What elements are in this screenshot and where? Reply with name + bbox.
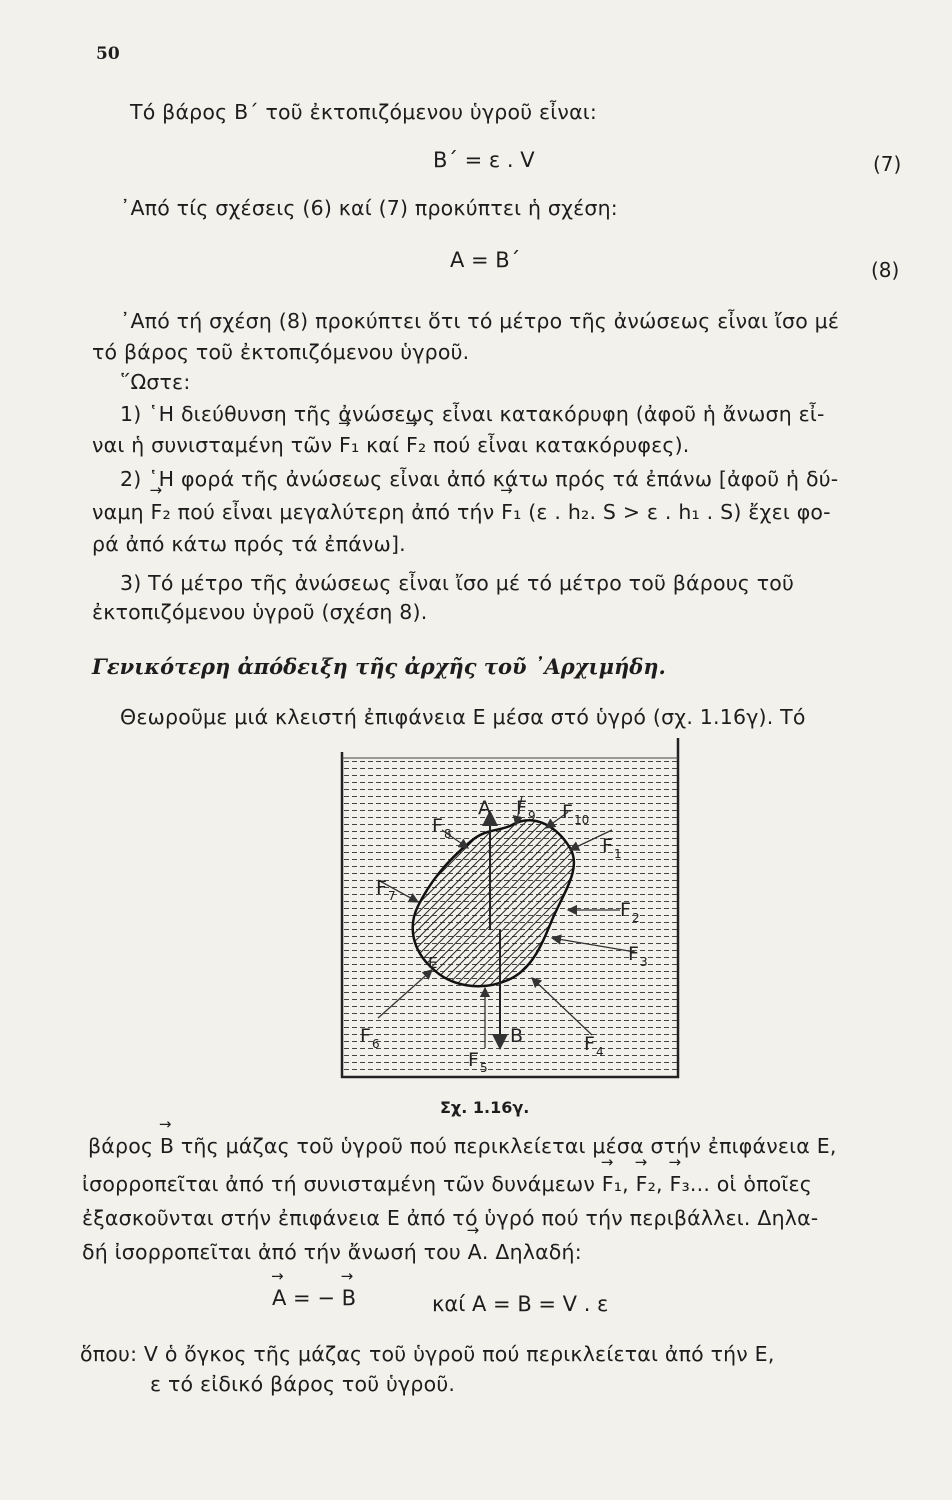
equation-7: Β΄ = ε . V — [433, 148, 535, 172]
label-F1: F — [602, 835, 613, 857]
equation-number-7: (7) — [873, 152, 902, 176]
label-F7-sub: 7 — [388, 889, 396, 903]
label-E: Ε — [428, 954, 438, 972]
text-line: ᾿Από τή σχέση (8) προκύπτει ὅτι τό μέτρο τῆς ἀνώσεως εἶναι ἴσο μέ — [120, 309, 840, 333]
label-F8: F — [432, 815, 443, 837]
vector-F1: → F₁ — [339, 433, 359, 457]
equation-8: Α = Β΄ — [450, 248, 521, 272]
text-line: βάρος → Β τῆς μάζας τοῦ ὑγροῦ πού περικλείεται μέσα στήν ἐπιφάνεια Ε, — [88, 1134, 837, 1158]
page-number: 50 — [96, 44, 120, 64]
text-line: ῞Ωστε: — [120, 370, 191, 394]
vector-F2: → F₂ — [636, 1172, 656, 1196]
label-F1-sub: 1 — [614, 847, 622, 861]
label-F8-sub: 8 — [444, 827, 452, 841]
final-equation: → Α = − → Β — [272, 1286, 356, 1310]
vector-B: → Β — [342, 1286, 356, 1310]
section-heading: Γενικότερη ἀπόδειξη τῆς ἀρχῆς τοῦ ᾿Αρχιμήδη. — [92, 654, 666, 679]
text-line: ἰσορροπεῖται ἀπό τή συνισταμένη τῶν δυνάμεων → F₁, → F₂, → F₃... οἱ ὁποῖες — [82, 1172, 812, 1196]
label-F3: F — [628, 943, 639, 965]
text-line: 2) ῾Η φορά τῆς ἀνώσεως εἶναι ἀπό κάτω πρός τά ἐπάνω [ἀφοῦ ἡ δύ- — [120, 467, 839, 491]
text-line: Τό βάρος Β΄ τοῦ ἐκτοπιζόμενου ὑγροῦ εἶναι: — [130, 100, 598, 124]
label-F2-sub: 2 — [632, 911, 640, 925]
text-line: Θεωροῦμε μιά κλειστή ἐπιφάνεια Ε μέσα στό ὑγρό (σχ. 1.16γ). Τό — [120, 705, 806, 729]
label-F4-sub: 4 — [596, 1045, 604, 1059]
text-line: ναι ἡ συνισταμένη τῶν → F₁ καί → F₂ πού εἶναι κατακόρυφες). — [92, 433, 690, 457]
text-line: ἐξασκοῦνται στήν ἐπιφάνεια Ε ἀπό τό ὑγρό πού τήν περιβάλλει. Δηλα- — [82, 1206, 819, 1230]
label-B: Β — [510, 1025, 524, 1047]
vector-F1: → F₁ — [501, 500, 521, 524]
label-F10: F — [562, 801, 573, 823]
label-F5-sub: 5 — [480, 1061, 488, 1075]
figure-archimedes — [320, 730, 700, 1090]
vector-F1: → F₁ — [602, 1172, 622, 1196]
label-A: Α — [478, 797, 491, 819]
label-F2: F — [620, 899, 631, 921]
label-F6-sub: 6 — [372, 1037, 380, 1051]
vector-A: → Α — [272, 1286, 286, 1310]
vector-B: → Β — [160, 1134, 174, 1158]
final-equation-scalar: καί Α = Β = V . ε — [432, 1292, 609, 1316]
text-line: ε τό εἰδικό βάρος τοῦ ὑγροῦ. — [150, 1372, 456, 1396]
label-F10-sub: 10 — [574, 813, 590, 827]
text-line: 1) ῾Η διεύθυνση τῆς ἀνώσεως εἶναι κατακόρυφη (ἀφοῦ ἡ ἄνωση εἶ- — [120, 402, 825, 426]
equation-number-8: (8) — [871, 258, 900, 282]
text-line: ρά ἀπό κάτω πρός τά ἐπάνω]. — [92, 532, 406, 556]
vector-F2: → F₂ — [406, 433, 426, 457]
text-line: ναμη → F₂ πού εἶναι μεγαλύτερη ἀπό τήν → F₁ (ε . h₂. S > ε . h₁ . S) ἔχει φο- — [92, 500, 831, 524]
vector-F2: → F₂ — [151, 500, 171, 524]
figure-caption: Σχ. 1.16γ. — [440, 1098, 530, 1117]
vector-A: → Α — [468, 1240, 482, 1264]
text-line: δή ἰσορροπεῖται ἀπό τήν ἄνωσή του → Α. Δηλαδή: — [82, 1240, 582, 1264]
vector-F3: → F₃ — [669, 1172, 689, 1196]
label-F9: F — [516, 797, 527, 819]
label-F3-sub: 3 — [640, 955, 648, 969]
text-line: 3) Τό μέτρο τῆς ἀνώσεως εἶναι ἴσο μέ τό μέτρο τοῦ βάρους τοῦ — [120, 571, 795, 595]
text-line: ᾿Από τίς σχέσεις (6) καί (7) προκύπτει ἡ σχέση: — [120, 196, 618, 220]
text-line: ἐκτοπιζόμενου ὑγροῦ (σχέση 8). — [92, 600, 428, 624]
label-F9-sub: 9 — [528, 809, 536, 823]
label-F6: F — [360, 1025, 371, 1047]
text-line: ὅπου: V ὁ ὄγκος τῆς μάζας τοῦ ὑγροῦ πού περικλείεται ἀπό τήν Ε, — [80, 1342, 775, 1366]
label-F5: F — [468, 1049, 479, 1071]
text-line: τό βάρος τοῦ ἐκτοπιζόμενου ὑγροῦ. — [92, 340, 470, 364]
label-F4: F — [584, 1033, 595, 1055]
label-F7: F — [376, 877, 387, 899]
